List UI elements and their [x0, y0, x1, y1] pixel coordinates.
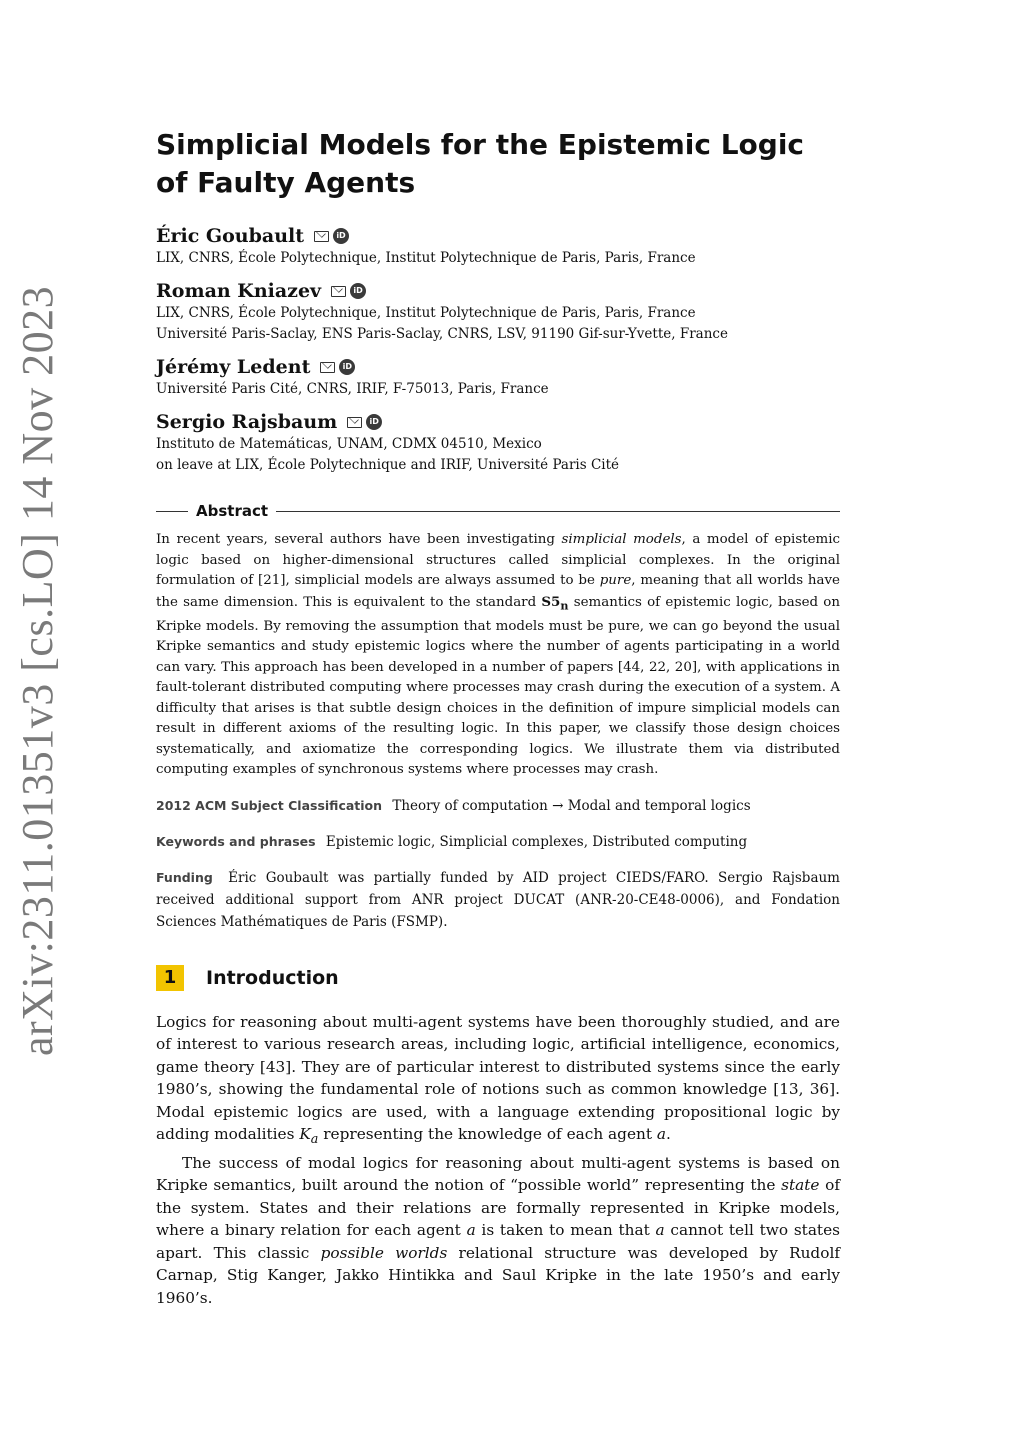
author-block [156, 224, 840, 269]
math-k: $K_a$ [299, 1125, 319, 1148]
section-title: Introduction [206, 966, 339, 989]
author-affiliation: Université Paris-Saclay, ENS Paris-Saclay, CNRS, LSV, 91190 Gif-sur-Yvette, France [156, 326, 728, 342]
paper-title: Simplicial Models for the Epistemic Logic of Faulty Agents [156, 128, 805, 199]
orcid-icon[interactable]: iD [350, 283, 366, 299]
abstract-text: , a model of epistemic logic based on higher-dimensional structures called simplicial complexes. In the original formulation of [21], simplicial models are always assumed to be [156, 532, 840, 588]
author-affiliation: LIX, CNRS, École Polytechnique, Institut Polytechnique de Paris, Paris, France [156, 305, 696, 321]
mail-icon[interactable] [347, 417, 362, 428]
math-a: a [466, 1221, 476, 1240]
author-affiliation: LIX, CNRS, École Polytechnique, Institut Polytechnique de Paris, Paris, France [156, 250, 696, 266]
intro-paragraph [156, 1011, 840, 1152]
funding-text: Éric Goubault was partially funded by AID project CIEDS/FARO. Sergio Rajsbaum received additional support from ANR project DUCAT (ANR-20-CE48-0006), and Fondation Sciences Mathématiques de Paris (FSMP). [156, 869, 840, 930]
author-name [156, 410, 840, 434]
author-name-text: Roman Kniazev [156, 280, 322, 302]
author-name [156, 279, 840, 303]
author-name-text: Éric Goubault [156, 225, 305, 247]
mail-icon[interactable] [331, 286, 346, 297]
author-affiliation: Instituto de Matemáticas, UNAM, CDMX 04510, Mexico [156, 436, 542, 452]
orcid-icon[interactable]: iD [366, 414, 382, 430]
body-text: is taken to mean that [475, 1221, 656, 1240]
abstract-text: In recent years, several authors have been investigating [156, 532, 562, 547]
paper-page [156, 126, 840, 1309]
abstract-title: Abstract [196, 502, 269, 520]
author-block [156, 410, 840, 476]
abstract-text: , meaning that all worlds have the same dimension. This is equivalent to the standard [156, 573, 840, 610]
math-a: a [656, 1125, 666, 1144]
divider [156, 511, 188, 512]
body-emphasis: state [781, 1176, 820, 1195]
abstract-emphasis: pure [599, 573, 632, 588]
author-affiliation: Université Paris Cité, CNRS, IRIF, F-75013, Paris, France [156, 381, 549, 397]
author-block [156, 279, 840, 345]
body-text: Logics for reasoning about multi-agent systems have been thoroughly studied, and are of interest to various research areas, including logic, artificial intelligence, economics, game theory [43]. They are of particular interest to distributed systems since the early 1980’s, showing the fundamental role of notions such as common knowledge [13, 36]. Modal epistemic logics are used, with a language extending propositional logic by adding modalities [156, 1012, 840, 1144]
intro-paragraph [156, 1152, 840, 1310]
body-emphasis: possible worlds [320, 1243, 448, 1262]
funding [156, 867, 840, 933]
abstract-body [156, 530, 840, 781]
author-name [156, 224, 840, 248]
mail-icon[interactable] [320, 362, 335, 373]
acm-label: 2012 ACM Subject Classification [156, 797, 383, 813]
section-heading [156, 965, 840, 991]
abstract-heading [156, 502, 840, 520]
section-number: 1 [156, 965, 184, 991]
keywords [156, 831, 840, 853]
author-name-text: Jérémy Ledent [156, 356, 311, 378]
keywords-label: Keywords and phrases [156, 833, 316, 849]
math-a: a [655, 1221, 665, 1240]
author-name [156, 355, 840, 379]
acm-classification [156, 795, 840, 817]
author-affiliation: on leave at LIX, École Polytechnique and IRIF, Université Paris Cité [156, 457, 620, 473]
abstract-emphasis: simplicial models [561, 532, 682, 547]
body-text: of the system. States and their relations are formally represented in Kripke models, where a binary relation for each agent [156, 1176, 840, 1240]
orcid-icon[interactable]: iD [333, 228, 349, 244]
body-text: . [665, 1125, 671, 1144]
author-name-text: Sergio Rajsbaum [156, 411, 338, 433]
abstract-text: semantics of epistemic logic, based on Kripke models. By removing the assumption that models must be pure, we can go beyond the usual Kripke semantics and study epistemic logics where the number of agents participating in a world can vary. This approach has been developed in a number of papers [44, 22, 20], with applications in fault-tolerant distributed computing where processes may crash during the execution of a system. A difficulty that arises is that subtle design choices in the definition of impure simplicial models can result in different axioms of the resulting logic. In this paper, we classify those design choices systematically, and axiomatize the corresponding logics. We illustrate them via distributed computing examples of synchronous systems where processes may crash. [156, 594, 840, 778]
body-text: cannot tell two states apart. This classic [156, 1221, 840, 1262]
body-text: The success of modal logics for reasoning about multi-agent systems is based on Kripke semantics, built around the notion of “possible world” representing the [156, 1153, 840, 1195]
s5-symbol: $S5_n$ [541, 593, 569, 613]
body-text: relational structure was developed by Rudolf Carnap, Stig Kanger, Jakko Hintikka and Saul Kripke in the late 1950’s and early 1960’s. [156, 1243, 840, 1307]
mail-icon[interactable] [314, 231, 329, 242]
orcid-icon[interactable]: iD [339, 359, 355, 375]
author-block [156, 355, 840, 400]
acm-text: Theory of computation → Modal and temporal logics [392, 797, 751, 814]
arxiv-identifier: arXiv:2311.01351v3 [cs.LO] 14 Nov 2023 [13, 285, 62, 1056]
divider [276, 511, 840, 512]
keywords-text: Epistemic logic, Simplicial complexes, Distributed computing [325, 833, 748, 850]
funding-label: Funding [156, 869, 213, 885]
body-text: representing the knowledge of each agent [318, 1125, 657, 1144]
